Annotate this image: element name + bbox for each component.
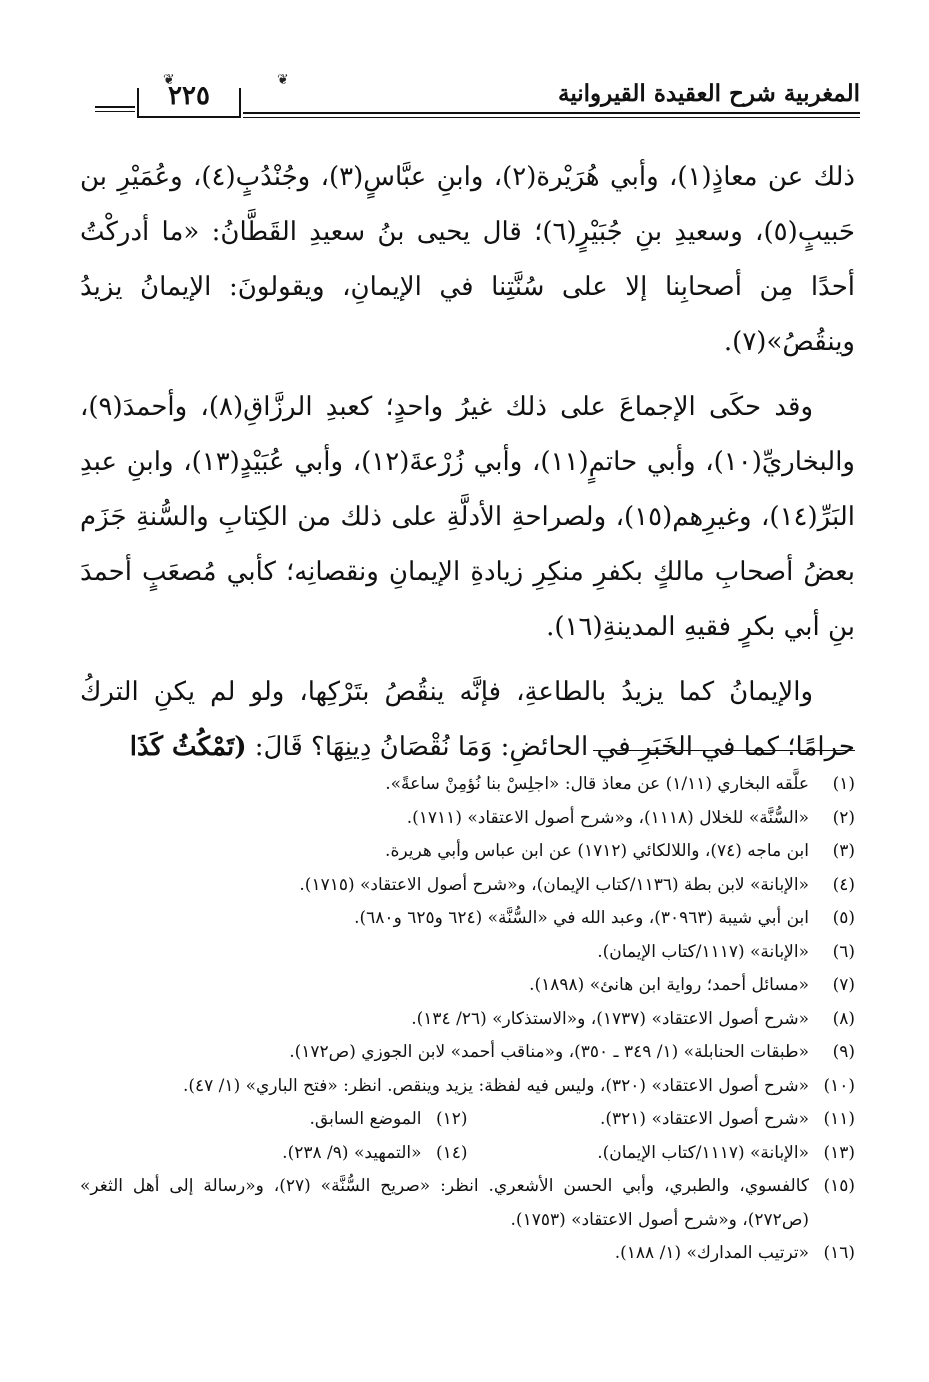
footnote bbox=[80, 869, 855, 903]
footnote-number: (٥) bbox=[832, 908, 855, 928]
paragraph: وقد حكَى الإجماعَ على ذلك غيرُ واحدٍ؛ كعبدِ الرزَّاقِ(٨)، وأحمدَ(٩)، والبخاريِّ(١٠)، وأبي حاتمٍ(١١)، وأبي زُرْعةَ(١٢)، وأبي عُبَيْدٍ(١٣)، وابنِ عبدِ البَرِّ(١٤)، وغيرِهم(١٥)، ولصراحةِ الأدلَّةِ على ذلك من الكِتابِ والسُّنةِ جَزَم بعضُ أصحابِ مالكٍ بكفرِ منكِرِ زيادةِ الإيمانِ ونقصانِه؛ كأبي مُصعَبٍ أحمدَ بنِ أبي بكرٍ فقيهِ المدينةِ(١٦). bbox=[80, 392, 855, 642]
footnote bbox=[468, 1137, 856, 1171]
footnote-number: (٢) bbox=[832, 807, 855, 828]
main-text bbox=[80, 150, 855, 785]
paragraph bbox=[80, 665, 855, 775]
ornament-icon: ❦ bbox=[277, 72, 289, 88]
footnote-text: «شرح أصول الاعتقاد» (٣٢١). bbox=[599, 1109, 809, 1129]
footnote-number: (١٥) bbox=[823, 1176, 855, 1196]
footnote bbox=[80, 768, 855, 802]
footnote-number: (٣) bbox=[832, 841, 855, 861]
header-rule bbox=[95, 111, 135, 112]
footnote bbox=[80, 1170, 855, 1237]
footnote-number: (١) bbox=[832, 774, 855, 794]
footnote-number: (١٣) bbox=[823, 1142, 855, 1163]
paragraph: ذلك عن معاذٍ(١)، وأبي هُرَيْرة(٢)، وابنِ عبَّاسٍ(٣)، وجُنْدُبٍ(٤)، وعُمَيْرِ بن حَبيبٍ(٥)، وسعيدِ بنِ جُبَيْرٍ(٦)؛ قال يحيى بنُ سعيدِ القَطَّانُ: «ما أدركْتُ أحدًا مِن أصحابِنا إلا على سُنَّتِنا في الإيمانِ، ويقولونَ: الإيمانُ يزيدُ وينقُصُ»(٧). bbox=[80, 162, 855, 357]
footnote bbox=[80, 1003, 855, 1037]
footnote-text: «شرح أصول الاعتقاد» (٣٢٠)، وليس فيه لفظة: يزيد وينقص. انظر: «فتح الباري» (١/ ٤٧). bbox=[182, 1075, 809, 1096]
header-rule bbox=[95, 106, 135, 108]
footnote bbox=[80, 1103, 468, 1137]
footnote-number: (١٦) bbox=[823, 1243, 855, 1263]
footnote bbox=[80, 1036, 855, 1070]
running-title: المغربية شرح العقيدة القيروانية bbox=[557, 80, 860, 107]
footnote bbox=[80, 1137, 468, 1171]
footnote-text: «السُّنَّة» للخلال (١١١٨)، و«شرح أصول الاعتقاد» (١٧١١). bbox=[406, 807, 809, 828]
footnote-number: (١١) bbox=[823, 1109, 855, 1129]
footnote bbox=[80, 1070, 855, 1104]
footnote-number: (٦) bbox=[832, 941, 855, 962]
page-number: ٢٢٥ bbox=[168, 81, 210, 111]
hadith-quote: (تَمْكُثُ كَذَا bbox=[129, 732, 247, 762]
footnote-number: (٤) bbox=[832, 874, 855, 895]
footnote-text: «طبقات الحنابلة» (١/ ٣٤٩ ـ ٣٥٠)، و«مناقب أحمد» لابن الجوزي (ص١٧٢). bbox=[289, 1042, 809, 1062]
footnote bbox=[80, 936, 855, 970]
footnote-text: ابن ماجه (٧٤)، واللالكائي (١٧١٢) عن ابن عباس وأبي هريرة. bbox=[385, 841, 809, 861]
footnote bbox=[80, 902, 855, 936]
footnote-text: «الإبانة» (١١١٧/كتاب الإيمان). bbox=[597, 1142, 809, 1163]
footnote-text: كالفسوي، والطبري، وأبي الحسن الأشعري. انظر: «صريح السُّنَّة» (٢٧)، و«رسالة إلى أهل الثغر» (ص٢٧٢)، و«شرح أصول الاعتقاد» (١٧٥٣). bbox=[80, 1176, 810, 1230]
footnote-separator bbox=[593, 750, 855, 751]
header-rule bbox=[243, 112, 860, 114]
footnote-text: «شرح أصول الاعتقاد» (١٧٣٧)، و«الاستذكار» (٢٦/ ١٣٤). bbox=[411, 1008, 809, 1029]
footnote-number: (١٢) bbox=[435, 1109, 468, 1129]
footnotes bbox=[80, 768, 855, 1271]
footnote bbox=[80, 1237, 855, 1271]
footnote-number: (٩) bbox=[832, 1042, 855, 1062]
page-header bbox=[95, 72, 860, 122]
footnote-text: «ترتيب المدارك» (١/ ١٨٨). bbox=[614, 1243, 809, 1263]
footnote-row bbox=[80, 1103, 855, 1137]
paragraph-text: والإيمانُ كما يزيدُ بالطاعةِ، فإنَّه ينقُصُ بتَرْكِها، ولو لم يكنِ التركُ حرامًا؛ كما في الخَبَرِ في الحائضِ: وَمَا نُقْصَانُ دِينِهَا؟ قَالَ: bbox=[80, 677, 855, 762]
footnote-text: «مسائل أحمد؛ رواية ابن هانئ» (١٨٩٨). bbox=[529, 975, 809, 995]
footnote bbox=[468, 1103, 856, 1137]
footnote-number: (١٤) bbox=[435, 1142, 468, 1163]
footnote-row bbox=[80, 1137, 855, 1171]
footnote-text: الموضع السابق. bbox=[309, 1109, 422, 1129]
footnote bbox=[80, 835, 855, 869]
footnote-text: «الإبانة» (١١١٧/كتاب الإيمان). bbox=[597, 941, 809, 962]
footnote-text: علَّقه البخاري (١/١١) عن معاذ قال: «اجلِسْ بنا نُؤمِنْ ساعةً». bbox=[385, 774, 809, 794]
header-rule bbox=[243, 117, 860, 118]
footnote-text: «الإبانة» لابن بطة (١١٣٦/كتاب الإيمان)، و«شرح أصول الاعتقاد» (١٧١٥). bbox=[299, 874, 809, 895]
footnote-text: «التمهيد» (٩/ ٢٣٨). bbox=[282, 1142, 422, 1163]
footnote bbox=[80, 969, 855, 1003]
footnote-number: (١٠) bbox=[823, 1075, 855, 1096]
footnote-text: ابن أبي شيبة (٣٠٩٦٣)، وعبد الله في «السُّنَّة» (٦٢٤ و٦٢٥ و٦٨٠). bbox=[354, 908, 809, 928]
footnote-number: (٨) bbox=[832, 1008, 855, 1029]
footnote-number: (٧) bbox=[832, 975, 855, 995]
footnote bbox=[80, 802, 855, 836]
page-number-frame bbox=[137, 72, 289, 118]
ornament-icon: ❦ bbox=[163, 72, 175, 88]
